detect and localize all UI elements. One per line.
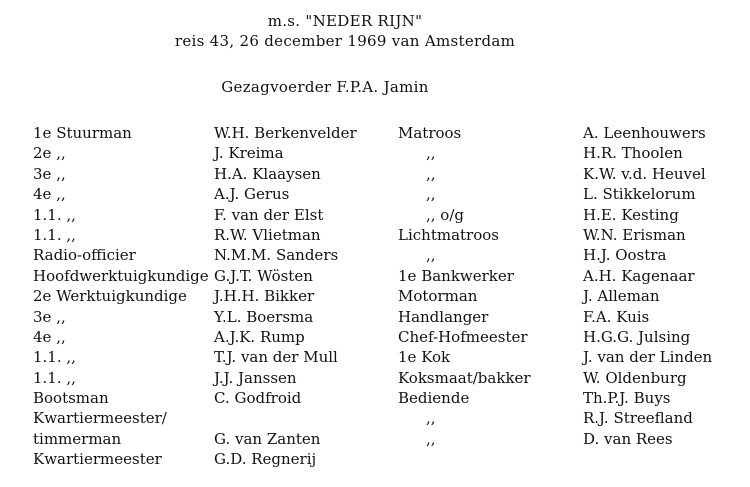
crew-name: A. Leenhouwers xyxy=(583,124,706,142)
crew-name: W.H. Berkenvelder xyxy=(214,124,357,142)
left-name-column xyxy=(214,123,394,470)
crew-name: H.R. Thoolen xyxy=(583,144,683,163)
rank-entry: 1e Stuurman xyxy=(33,124,132,142)
rank-entry: Bootsman xyxy=(33,389,109,408)
rank-entry: Matroos xyxy=(398,124,462,142)
rank-entry: ,, xyxy=(426,164,436,183)
rank-entry: 4e ,, xyxy=(33,185,66,204)
rank-entry: Kwartiermeester/ xyxy=(33,409,167,428)
rank-entry: 1e Kok xyxy=(398,348,451,367)
crew-name: L. Stikkelorum xyxy=(583,185,696,204)
crew-name: G. van Zanten xyxy=(214,429,321,448)
rank-entry: Motorman xyxy=(398,287,478,306)
crew-name: H.E. Kesting xyxy=(583,205,679,224)
rank-entry: 1e Bankwerker xyxy=(398,266,514,285)
left-rank-column xyxy=(33,123,213,470)
rank-entry: Koksmaat/bakker xyxy=(398,368,531,387)
crew-name: A.J.K. Rump xyxy=(214,327,305,346)
captain-line: Gezagvoerder F.P.A. Jamin xyxy=(221,78,429,96)
rank-entry: 2e Werktuigkundige xyxy=(33,287,187,306)
crew-name: D. van Rees xyxy=(583,429,673,448)
crew-name: W.N. Erisman xyxy=(583,225,686,244)
crew-name: J.H.H. Bikker xyxy=(214,287,315,306)
crew-name: Y.L. Boersma xyxy=(214,307,314,326)
crew-name: G.D. Regnerij xyxy=(214,450,317,469)
rank-entry: 2e ,, xyxy=(33,144,66,163)
rank-entry: ,, o/g xyxy=(426,205,464,224)
crew-name: A.J. Gerus xyxy=(214,185,290,204)
rank-entry: Kwartiermeester xyxy=(33,450,162,469)
crew-name: Th.P.J. Buys xyxy=(583,389,671,408)
crew-name: A.H. Kagenaar xyxy=(583,266,695,285)
crew-name: H.A. Klaaysen xyxy=(214,164,321,183)
rank-entry: Hoofdwerktuigkundige xyxy=(33,266,209,285)
rank-entry: 1.1. ,, xyxy=(33,225,76,244)
rank-entry: ,, xyxy=(426,246,436,265)
crew-name: C. Godfroid xyxy=(214,389,302,408)
rank-entry: 4e ,, xyxy=(33,327,66,346)
crew-name: W. Oldenburg xyxy=(583,368,687,387)
crew-name: R.J. Streefland xyxy=(583,409,693,428)
crew-name: G.J.T. Wösten xyxy=(214,266,313,285)
right-rank-column xyxy=(398,123,583,449)
crew-name: K.W. v.d. Heuvel xyxy=(583,164,706,183)
crew-name: H.G.G. Julsing xyxy=(583,327,691,346)
rank-entry: 3e ,, xyxy=(33,164,66,183)
crew-name: J. van der Linden xyxy=(583,348,713,367)
crew-name: J. Kreima xyxy=(214,144,284,163)
ship-name: m.s. "NEDER RIJN" xyxy=(267,12,423,30)
rank-entry: Handlanger xyxy=(398,307,489,326)
rank-entry: ,, xyxy=(426,185,436,204)
rank-entry: 1.1. ,, xyxy=(33,205,76,224)
rank-entry: Radio-officier xyxy=(33,246,136,265)
rank-entry: ,, xyxy=(426,429,436,448)
crew-name: T.J. van der Mull xyxy=(214,348,338,367)
crew-name: N.M.M. Sanders xyxy=(214,246,339,265)
rank-entry: ,, xyxy=(426,409,436,428)
rank-entry: Chef-Hofmeester xyxy=(398,327,528,346)
voyage-line: reis 43, 26 december 1969 van Amsterdam xyxy=(174,32,516,50)
crew-name: H.J. Oostra xyxy=(583,246,667,265)
rank-entry: ,, xyxy=(426,144,436,163)
rank-entry: Bediende xyxy=(398,389,470,408)
crew-name: F.A. Kuis xyxy=(583,307,650,326)
crew-name: F. van der Elst xyxy=(214,205,324,224)
rank-entry: 1.1. ,, xyxy=(33,348,76,367)
crew-name: J.J. Janssen xyxy=(214,368,297,387)
rank-entry: 1.1. ,, xyxy=(33,368,76,387)
crew-name: R.W. Vlietman xyxy=(214,225,321,244)
crew-name xyxy=(214,408,394,428)
rank-entry: 3e ,, xyxy=(33,307,66,326)
right-name-column xyxy=(583,123,748,449)
crew-name: J. Alleman xyxy=(583,287,660,306)
rank-entry: Lichtmatroos xyxy=(398,225,499,244)
rank-entry: timmerman xyxy=(33,429,122,448)
